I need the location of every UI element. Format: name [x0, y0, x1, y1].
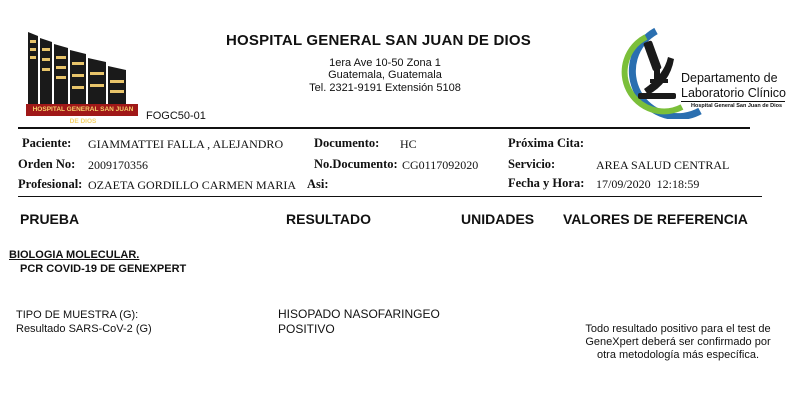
address-line-2: Guatemala, Guatemala [328, 69, 442, 81]
result-label: Resultado SARS-CoV-2 (G) [16, 323, 152, 335]
column-resultado: RESULTADO [286, 211, 372, 227]
test-name: PCR COVID-19 DE GENEXPERT [20, 263, 187, 275]
lab-logo-line2: Laboratorio Clínico [681, 86, 786, 100]
column-prueba: PRUEBA [20, 211, 80, 227]
form-code: FOGC50-01 [146, 110, 206, 122]
no-documento-label: No.Documento: [314, 157, 398, 171]
address-line-1: 1era Ave 10-50 Zona 1 [329, 57, 441, 69]
sample-type-value: HISOPADO NASOFARINGEO [278, 307, 440, 321]
address-phone: Tel. 2321-9191 Extensión 5108 [309, 82, 461, 94]
orden-value: 2009170356 [88, 158, 148, 172]
column-valores-referencia: VALORES DE REFERENCIA [563, 211, 748, 227]
sample-type-label: TIPO DE MUESTRA (G): [16, 309, 139, 321]
microscope-icon [638, 40, 676, 99]
reference-note-line3: otra metodología más específica. [596, 349, 760, 361]
paciente-label: Paciente: [22, 136, 72, 150]
info-divider [18, 196, 762, 197]
servicio-label: Servicio: [508, 157, 556, 171]
documento-value: HC [400, 137, 417, 151]
no-documento-value: CG0117092020 [402, 158, 479, 172]
asi-label: Asi: [307, 177, 329, 191]
fecha-label: Fecha y Hora: [508, 176, 585, 190]
profesional-value: OZAETA GORDILLO CARMEN MARIA [88, 178, 297, 192]
hospital-title: HOSPITAL GENERAL SAN JUAN DE DIOS [226, 32, 531, 49]
proxima-cita-label: Próxima Cita: [508, 136, 585, 150]
profesional-label: Profesional: [18, 177, 83, 191]
fecha-value: 17/09/2020 12:18:59 [596, 177, 700, 191]
reference-note-line1: Todo resultado positivo para el test de [585, 323, 771, 335]
reference-note-line2: GeneXpert deberá ser confirmado por [585, 336, 771, 348]
orden-label: Orden No: [18, 157, 76, 171]
hospital-logo-text: HOSPITAL GENERAL SAN JUAN DE DIOS [32, 106, 134, 125]
header-divider [18, 127, 750, 129]
column-unidades: UNIDADES [461, 211, 535, 227]
paciente-value: GIAMMATTEI FALLA , ALEJANDRO [88, 137, 284, 151]
laboratory-logo [608, 27, 788, 119]
documento-label: Documento: [314, 136, 380, 150]
section-title: BIOLOGIA MOLECULAR. [9, 249, 140, 261]
lab-logo-line1: Departamento de [681, 71, 778, 85]
reference-note [565, 323, 791, 362]
lab-logo-line3: Hospital General San Juan de Dios [691, 103, 783, 109]
servicio-value: AREA SALUD CENTRAL [596, 158, 730, 172]
result-value: POSITIVO [278, 322, 335, 336]
